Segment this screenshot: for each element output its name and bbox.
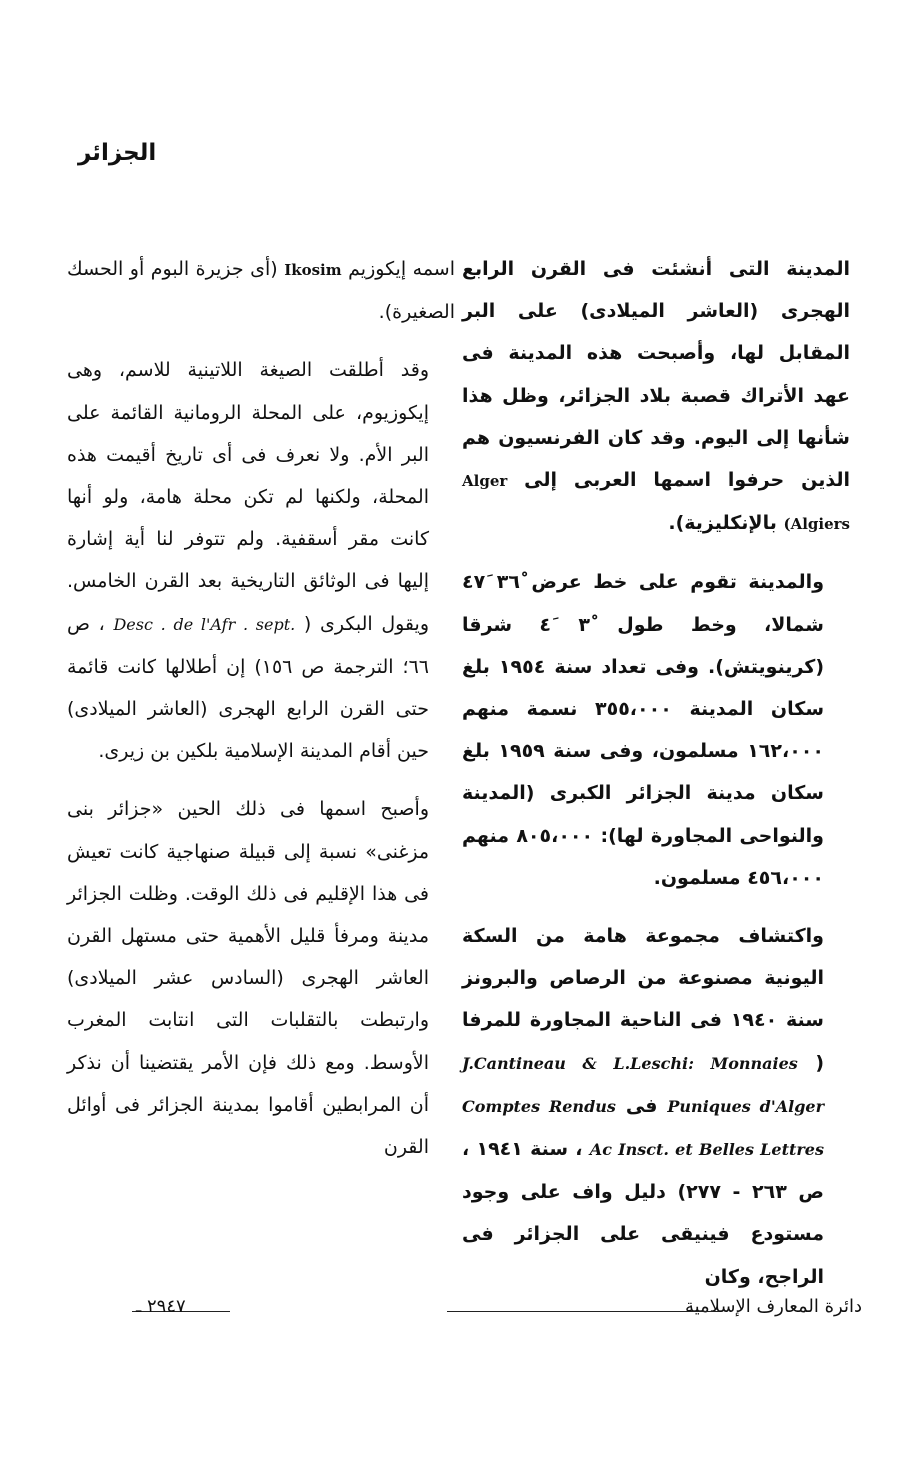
- paragraph-text: (أى جزيرة البوم أو الحسك الصغيرة).: [67, 258, 455, 324]
- latin-citation: J.Cantineau & L.Leschi: Monnaies Puniques d'Alger: [462, 1053, 825, 1116]
- latin-citation: Comptes Rendus Ac Insct. et Belles Lettres: [462, 1096, 824, 1160]
- latin-term: Alger (Algiers: [462, 472, 850, 534]
- paragraph-text-part: وقد أطلقت الصيغة اللاتينية للاسم، وهى إيكوزيوم، على المحلة الرومانية القائمة على البر الأم. ولا نعرف فى أى تاريخ أقيمت هذه المحلة، ولكنها لم تكن محلة هامة، ولو أنها كانت مقر أسقفية. ولم تتوفر لنا أية إشارة إليها فى الوثائق التاريخية بعد القرن الخامس. ويقول البكرى (: [67, 359, 430, 635]
- paragraph: [462, 248, 850, 545]
- page-number: [72, 1296, 186, 1317]
- footer-rule: [447, 1311, 719, 1312]
- page-number-text: ٢٩٤٧: [147, 1296, 186, 1317]
- paragraph-text: [462, 915, 850, 1298]
- paragraph-text: وأصبح اسمها فى ذلك الحين «جزائر بنى مزغنى» نسبة إلى قبيلة صنهاجية كانت تعيش فى هذا الإقليم فى ذلك الوقت. وظلت الجزائر مدينة ومرفأ قليل الأهمية حتى مستهل القرن العاشر الهجرى (السادس عشر الميلادى) وارتبطت بالتقلبات التى انتابت المغرب الأوسط. ومع ذلك فإن الأمر يقتضينا أن نذكر أن المرابطين أقاموا بمدينة الجزائر فى أوائل القرن: [67, 798, 429, 1159]
- right-column: [462, 248, 850, 1298]
- paragraph-text: [67, 349, 455, 772]
- paragraph-text: المدينة التى أنشئت فى القرن الرابع الهجرى (العاشر الميلادى) على البر المقابل لها، وأصبحت هذه المدينة فى عهد الأتراك قصبة بلاد الجزائر، وظل هذا شأنها إلى اليوم. وقد كان الفرنسيون هم الذين حرفوا اسمها العربى إلى: [462, 258, 850, 492]
- paragraph: [67, 349, 455, 772]
- page-number-marker: ـ: [136, 1296, 142, 1317]
- paragraph-text: اسمه إيكوزيم: [348, 258, 455, 280]
- left-column: [67, 248, 455, 1168]
- page-footer: [72, 1296, 862, 1326]
- paragraph-text-part: فى: [625, 1094, 658, 1117]
- paragraph-text: والمدينة تقوم على خط عرض ٣٦ْ ٤٧َ شمالا، وخط طول ٣ْ ٤َ شرقا (كرينويتش). وفى تعداد سنة ١٩٥٤ بلغ سكان المدينة ٣٥٥،٠٠٠ نسمة منهم ١٦٢،٠٠٠ مسلمون، وفى سنة ١٩٥٩ بلغ سكان مدينة الجزائر الكبرى (المدينة والنواحى المجاورة لها): ٨٠٥،٠٠٠ منهم ٤٥٦،٠٠٠ مسلمون.: [462, 571, 825, 889]
- paragraph: [67, 788, 455, 1168]
- paragraph: [462, 561, 850, 899]
- paragraph-text-part: واكتشاف مجموعة هامة من السكة اليونية مصنوعة من الرصاص والبرونز سنة ١٩٤٠ فى الناحية المجاورة للمرفا (: [462, 925, 824, 1074]
- paragraph: [462, 915, 850, 1298]
- latin-citation: Desc . de l'Afr . sept.: [113, 614, 296, 634]
- paragraph-text: بالإنكليزية).: [668, 512, 777, 535]
- footer-journal-title: دائرة المعارف الإسلامية: [684, 1296, 862, 1317]
- paragraph-text-part: ، سنة ١٩٤١ ، ص ٢٦٣ - ٢٧٧) دليل واف على وجود مستودع فينيقى على الجزائر فى الراجح، وكان: [462, 1138, 824, 1288]
- paragraph-text-part: ، ص ٦٦؛ الترجمة ص ١٥٦) إن أطلالها كانت قائمة حتى القرن الرابع الهجرى (العاشر الميلادى) حين أقام المدينة الإسلامية بلكين بن زيرى.: [67, 612, 429, 763]
- latin-term: Ikosim: [284, 261, 342, 279]
- paragraph: [67, 248, 455, 333]
- page-title: الجزائر: [78, 140, 157, 166]
